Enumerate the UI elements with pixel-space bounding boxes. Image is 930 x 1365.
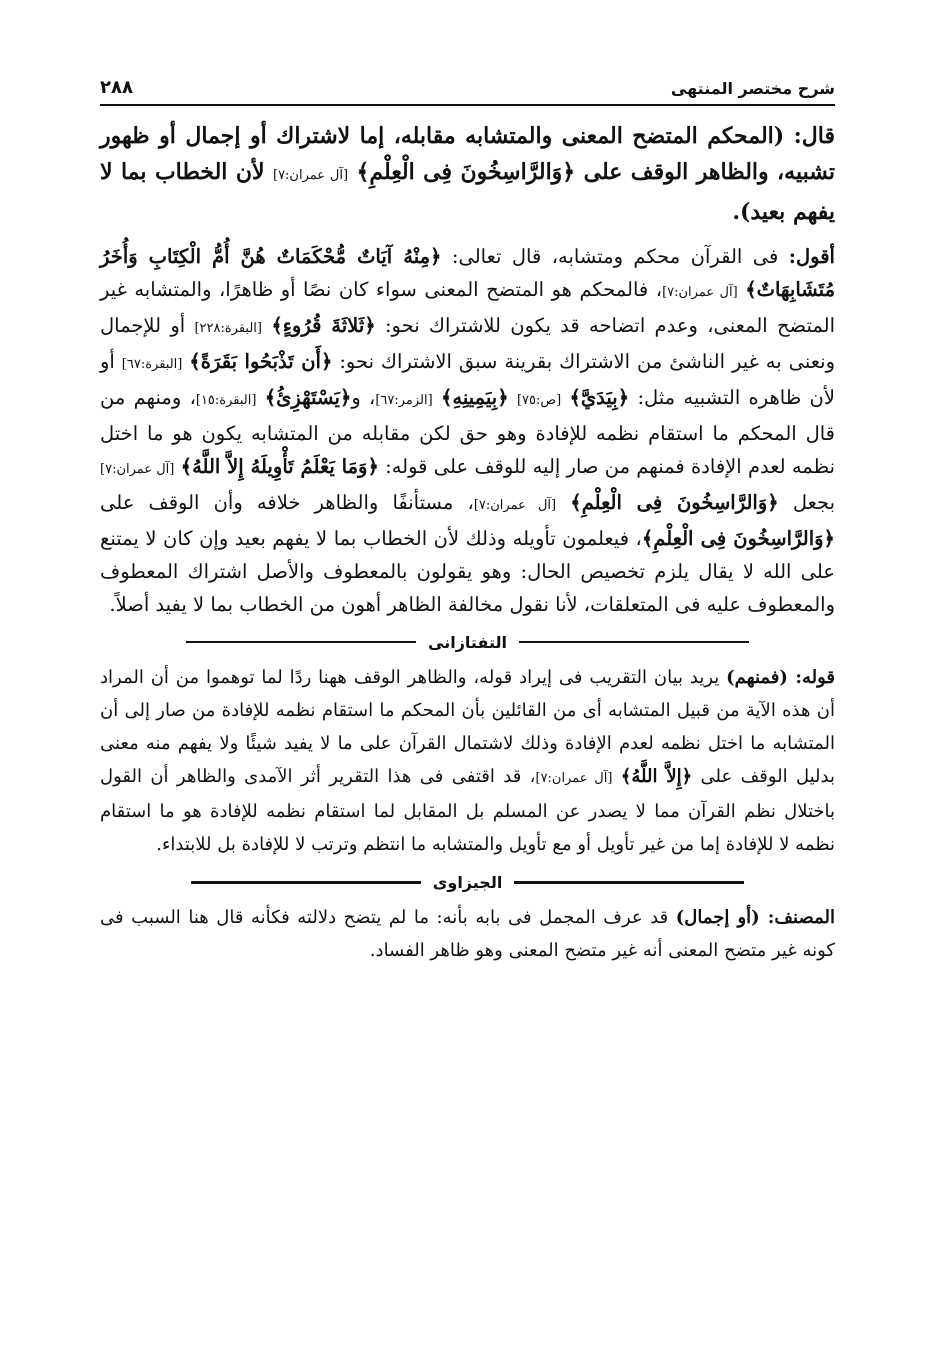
- sharh-lead: أقول:: [788, 245, 835, 268]
- verse-reference: [البقرة:٢٢٨]: [194, 321, 262, 336]
- divider-line: [519, 641, 749, 643]
- quran-quote: ﴿وَالرَّاسِخُونَ فِى الْعِلْمِ﴾: [356, 159, 576, 185]
- sharh-text: أو للإجمال ونعنى به غير الناشئ من الاشتراك بقرينة سبق الاشتراك نحو:: [100, 314, 835, 373]
- sharh-text: ، فيعلمون تأويله وذلك لأن الخطاب بما لا يفهم بعيد وإن كان لا يمتنع على الله لا يقال يلزم تخصيص الحال: وهو يقولون بالمعطوف والأصل اشتراك المعطوف والمعطوف عليه فى المتعلقات، لأنا نقول مخالفة الظاهر أهون من الخطاب بما لا يفيد أصلاً.: [100, 527, 835, 616]
- verse-reference: [الزمر:٦٧]: [375, 393, 433, 408]
- verse-reference: [ص:٧٥]: [516, 393, 562, 408]
- jizawi-paragraph: [100, 901, 835, 967]
- verse-reference: [آل عمران:٧]: [473, 498, 557, 513]
- hashiya-lead: قوله: (فمنهم): [726, 667, 836, 688]
- verse-reference: [البقرة:١٥]: [195, 393, 257, 408]
- divider-line: [514, 881, 744, 884]
- quran-quote: ﴿وَالرَّاسِخُونَ فِى الْعِلْمِ﴾: [641, 527, 835, 550]
- hashiya-text: ، قد اقتفى فى هذا التقرير أثر الآمدى والظاهر أن القول باختلال نظم القرآن مما لا يصدر عن المسلم بل المقابل لما استقام نظمه للإفادة هو ما استقام نظمه لا للإفادة إما من غير تأويل أو مع تأويل والمتشابه ما انتظم وترتب لا للإفادة بل للابتداء.: [100, 766, 835, 855]
- sharh-text: فى القرآن محكم ومتشابه، قال تعالى:: [441, 245, 789, 268]
- verse-reference: [آل عمران:٧]: [535, 771, 613, 786]
- section-divider-taftazani: [100, 631, 835, 653]
- matn-text: لأن الخطاب بما لا يفهم بعيد).: [100, 159, 835, 225]
- quran-quote: ﴿بِيَمِينِهِ﴾: [441, 386, 509, 409]
- sharh-text: أو لأن ظاهره التشبيه مثل:: [100, 350, 835, 409]
- verse-reference: [آل عمران:٧]: [662, 285, 738, 300]
- quran-quote: ﴿وَالرَّاسِخُونَ فِى الْعِلْمِ﴾: [570, 491, 779, 514]
- divider-line: [191, 881, 421, 884]
- page-number: ٢٨٨: [100, 77, 133, 98]
- section-divider-jizawi: [100, 871, 835, 893]
- matn-text: قال: (المحكم المتضح المعنى والمتشابه مقابله، إما لاشتراك أو إجمال أو ظهور تشبيه، والظاهر الوقف على: [100, 123, 835, 185]
- running-header: [100, 72, 835, 106]
- divider-line: [186, 641, 416, 643]
- hashiya-text: قد عرف المجمل فى بابه بأنه: ما لم يتضح دلالته فكأنه قال هنا السبب فى كونه غير متضح المعنى أنه غير متضح المعنى وهو ظاهر الفساد.: [100, 907, 835, 961]
- quran-quote: ﴿ثَلاثَةَ قُرُوءٍ﴾: [271, 314, 376, 337]
- book-title: شرح مختصر المنتهى: [670, 79, 835, 98]
- section-title: الجيزاوى: [432, 872, 503, 892]
- verse-reference: [آل عمران:٧]: [100, 462, 175, 477]
- sharh-text: ، فالمحكم هو المتضح المعنى سواء كان نصًا أو ظاهرًا، والمتشابه غير المتضح المعنى، وعدم اتضاحه قد يكون للاشتراك نحو:: [100, 278, 835, 337]
- quran-quote: ﴿بِيَدَيَّ﴾: [569, 386, 630, 409]
- page: [100, 72, 835, 967]
- quran-quote: ﴿إِلاَّ اللَّهُ﴾: [620, 766, 693, 787]
- quran-quote: ﴿مِنْهُ آيَاتٌ مُّحْكَمَاتٌ هُنَّ أُمُّ الْكِتَابِ وَأُخَرُ مُتَشَابِهَاتٌ﴾: [100, 245, 836, 301]
- sharh-text: ، و: [351, 386, 376, 409]
- hashiya-lead: المصنف: (أو إجمال): [675, 907, 835, 928]
- sharh-text: ، ومنهم من قال المحكم ما استقام نظمه للإفادة وهو حق لكن مقابله من المتشابه يكون هو ما اختل نظمه لعدم الإفادة فمنهم من صار إليه للوقف على قوله:: [100, 386, 836, 478]
- verse-reference: [البقرة:٦٧]: [121, 357, 183, 372]
- sharh-text: بجعل: [778, 491, 836, 514]
- section-title: التفتازانى: [428, 632, 507, 652]
- hashiya-text: يريد بيان التقريب فى إيراد قوله، والظاهر الوقف ههنا ردًا لما توهموا من أن المراد أن هذه الآية من قبيل المتشابه أى من القائلين بأن المحكم ما استقام نظمه للإفادة من صار إلى أن المتشابه ما اختل نظمه لعدم الإفادة وذلك لاشتمال القرآن على ما لا يفيد شيئًا ولا يفهم منه معنى بدليل الوقف على: [100, 667, 835, 787]
- sharh-paragraph: [100, 240, 835, 621]
- quran-quote: ﴿وَمَا يَعْلَمُ تَأْوِيلَهُ إِلاَّ اللَّهُ﴾: [180, 455, 379, 478]
- taftazani-paragraph: [100, 661, 835, 861]
- verse-reference: [آل عمران:٧]: [272, 168, 349, 183]
- sharh-text: ، مستأنفًا والظاهر خلافه وأن الوقف على: [100, 491, 474, 514]
- matn-paragraph: [100, 118, 835, 230]
- quran-quote: ﴿يَسْتَهْزِئُ﴾: [264, 386, 352, 409]
- quran-quote: ﴿أَن تَذْبَحُوا بَقَرَةً﴾: [189, 350, 333, 373]
